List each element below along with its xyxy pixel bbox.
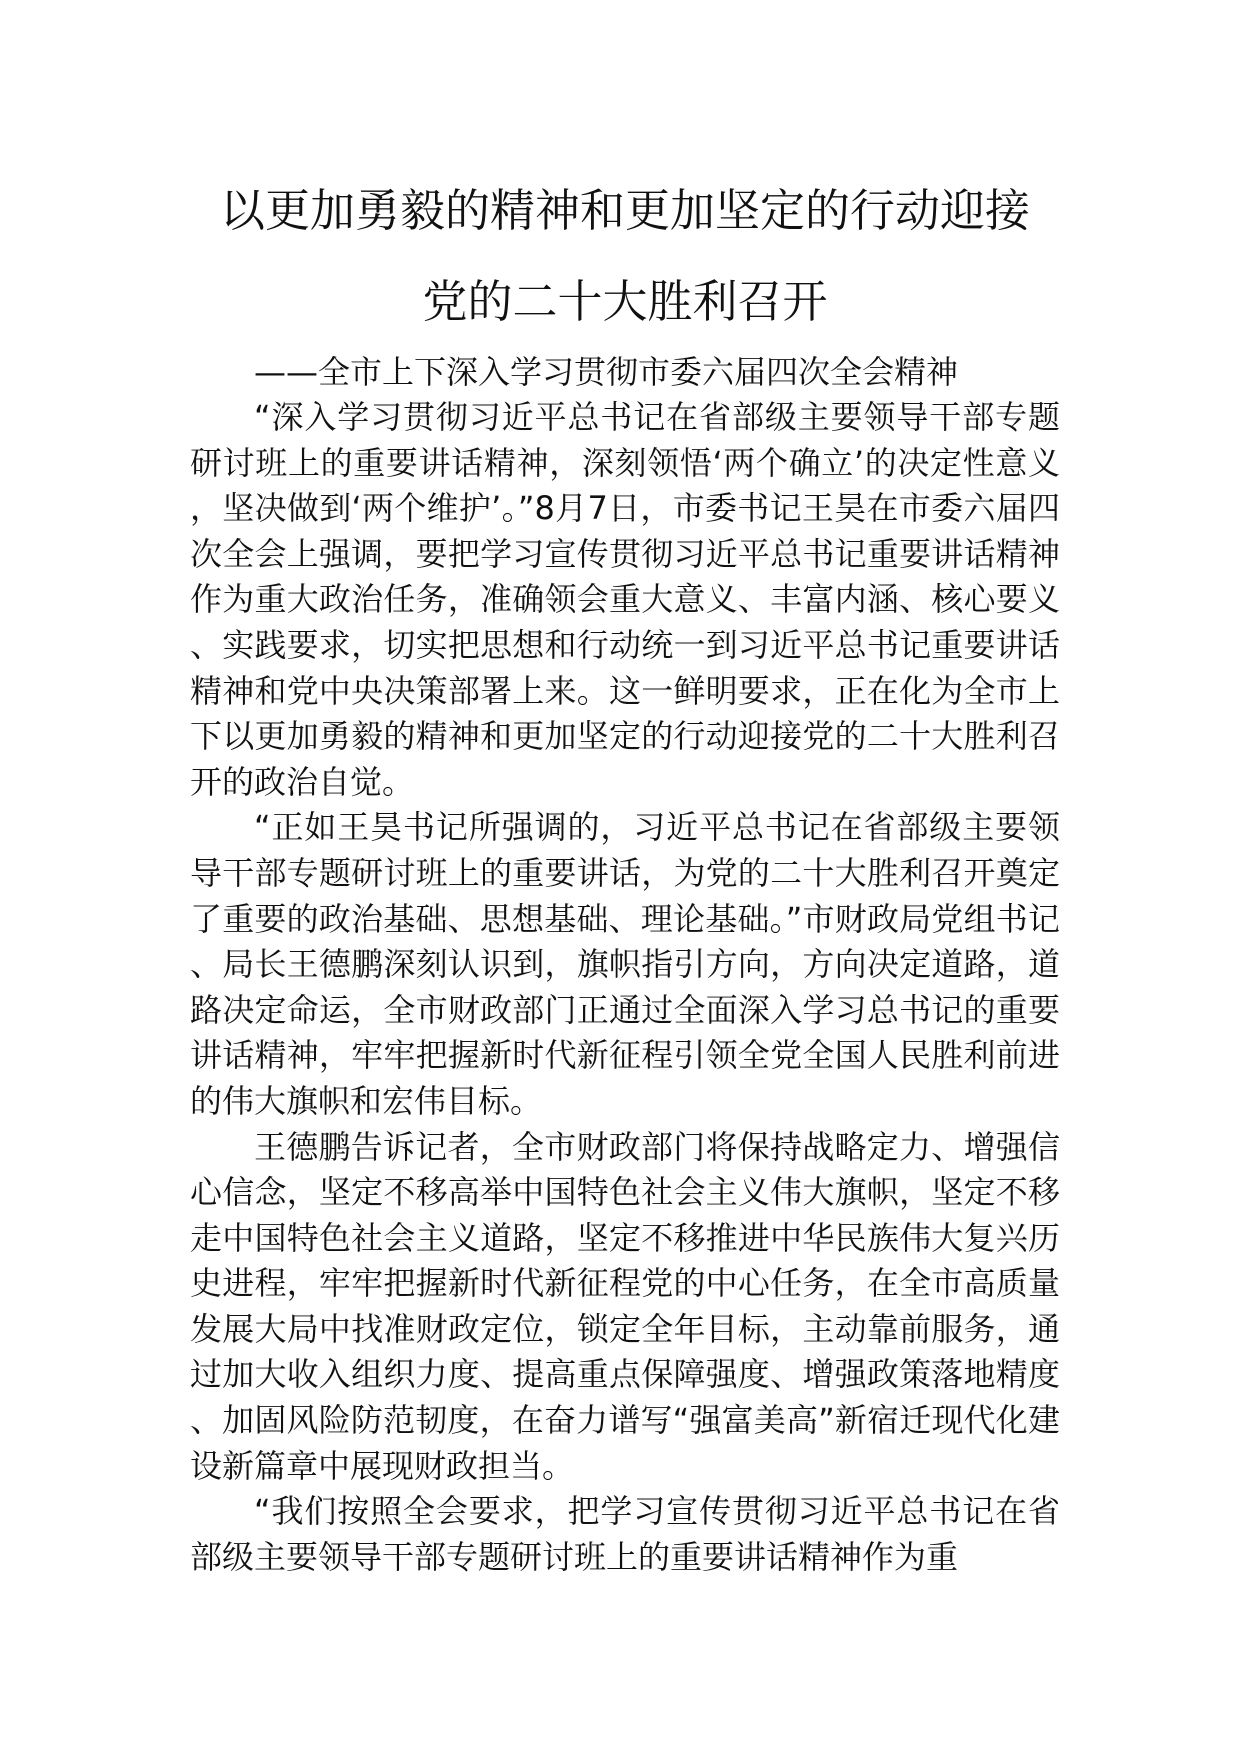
paragraph-1: “深入学习贯彻习近平总书记在省部级主要领导干部专题研讨班上的重要讲话精神，深刻领悟‘两个确立’的决定性意义，坚决做到‘两个维护’。”8月7日，市委书记王昊在市委六届四次全会上强调，要把学习宣传贯彻习近平总书记重要讲话精神作为重大政治任务，准确领会重大意义、丰富内涵、核心要义、实践要求，切实把思想和行动统一到习近平总书记重要讲话精神和党中央决策部署上来。这一鲜明要求，正在化为全市上下以更加勇毅的精神和更加坚定的行动迎接党的二十大胜利召开的政治自觉。 [190,398,1060,801]
article-subtitle: ——全市上下深入学习贯彻市委六届四次全会精神 [254,353,959,391]
paragraph-3: 王德鹏告诉记者，全市财政部门将保持战略定力、增强信心信念，坚定不移高举中国特色社会主义伟大旗帜，坚定不移走中国特色社会主义道路，坚定不移推进中华民族伟大复兴历史进程，牢牢把握新时代新征程党的中心任务，在全市高质量发展大局中找准财政定位，锁定全年目标，主动靠前服务，通过加大收入组织力度、提高重点保障强度、增强政策落地精度、加固风险防范韧度，在奋力谱写“强富美高”新宿迁现代化建设新篇章中展现财政担当。 [190,1127,1060,1485]
paragraph-2: “正如王昊书记所强调的，习近平总书记在省部级主要领导干部专题研讨班上的重要讲话，为党的二十大胜利召开奠定了重要的政治基础、思想基础、理论基础。”市财政局党组书记、局长王德鹏深刻认识到，旗帜指引方向，方向决定道路，道路决定命运，全市财政部门正通过全面深入学习总书记的重要讲话精神，牢牢把握新时代新征程引领全党全国人民胜利前进的伟大旗帜和宏伟目标。 [190,808,1060,1120]
article-title [190,165,1060,347]
article-title-line-1: 以更加勇毅的精神和更加坚定的行动迎接 [219,184,1030,237]
article-title-line-2: 党的二十大胜利召开 [422,275,828,328]
article [190,165,1060,1580]
paragraph-4: “我们按照全会要求，把学习宣传贯彻习近平总书记在省部级主要领导干部专题研讨班上的重要讲话精神作为重 [190,1492,1060,1576]
